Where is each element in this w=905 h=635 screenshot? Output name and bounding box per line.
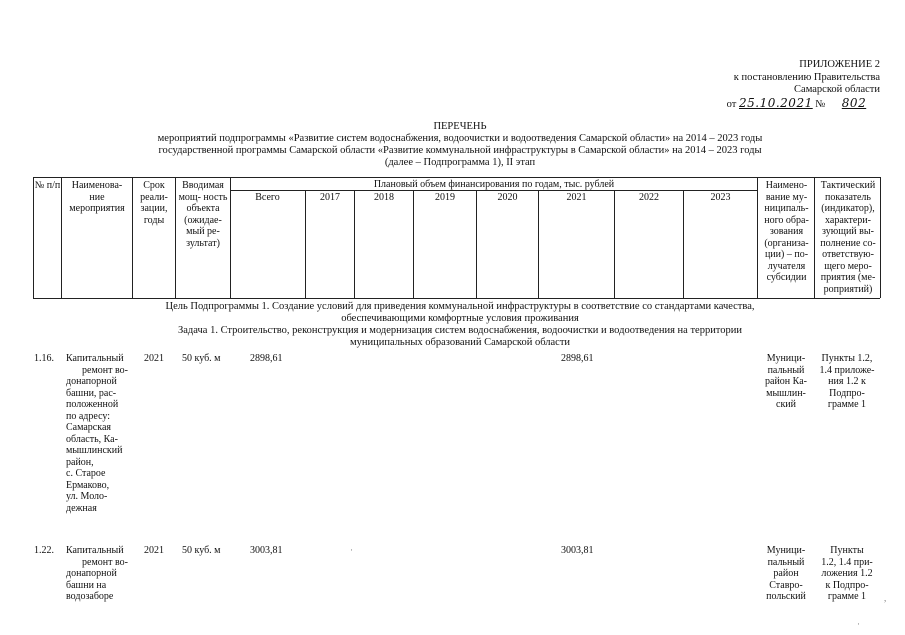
row-name-line: донапорной: [66, 568, 117, 579]
row-indicator-line: Пункты: [830, 545, 864, 556]
document-heading: ПЕРЕЧЕНЬ: [433, 121, 487, 132]
row-name-line: положенной: [66, 399, 119, 410]
row-recipient-line: район Ка-: [765, 376, 807, 387]
appendix-block: [700, 59, 880, 111]
row-recipient-line: польский: [766, 591, 806, 602]
row-name-line: Капитальный: [66, 545, 124, 556]
scan-mark: ·: [350, 545, 353, 555]
document-title-line-2: государственной программы Самарской области «Развитие коммунальной инфраструктуры в Самарской области» на 2014 – 2023 годы: [158, 145, 762, 156]
row-name-line: мышлинский: [66, 445, 123, 456]
header-number: № п/п: [34, 180, 61, 191]
header-year-2019: 2019: [435, 192, 455, 203]
row-name-line: башни, рас-: [66, 387, 117, 399]
row-number: 1.16.: [34, 353, 54, 364]
header-year-2020: 2020: [497, 192, 518, 203]
row-name-line: Самарская: [66, 422, 111, 433]
row-recipient-line: ский: [776, 399, 796, 410]
row-indicator-line: ложения 1.2: [821, 568, 873, 579]
row-indicator-line: Подпро-: [829, 387, 865, 399]
row-recipient: [759, 545, 813, 603]
appendix-region: Самарской области: [794, 84, 880, 95]
document-title-line-1: мероприятий подпрограммы «Развитие систем водоснабжения, водоочистки и водоотведения Самарской области» на 2014 – 2023 годы: [157, 133, 763, 144]
row-indicator-line: 1.4 приложе-: [819, 364, 875, 376]
row-indicator-line: грамме 1: [827, 591, 867, 602]
row-recipient-line: район: [773, 568, 799, 579]
row-recipient-line: пальный: [767, 364, 805, 376]
row-recipient-line: пальный: [767, 556, 805, 568]
row-amount-2021: 2898,61: [561, 353, 594, 364]
appendix-date-line: [700, 97, 880, 112]
row-indicator: [815, 353, 879, 411]
header-year-2021: 2021: [566, 192, 587, 203]
row-indicator-line: к Подпро-: [825, 579, 869, 591]
row-name-line: ул. Моло-: [66, 491, 108, 502]
row-indicator-line: ния 1.2 к: [828, 376, 866, 387]
header-term: Срок реали- зации, годы: [140, 180, 168, 226]
row-name-line: Ермаково,: [66, 479, 110, 491]
row-year: 2021: [144, 353, 164, 364]
header-year-2023: 2023: [710, 192, 731, 203]
row-year: 2021: [144, 545, 164, 556]
row-capacity: 50 куб. м: [182, 545, 221, 556]
row-recipient-line: Муници-: [766, 353, 806, 364]
header-indicator: Тактический показатель (индикатор), характери- зующий вы- полнение со- ответствую- щего меро- приятия (ме- роприятий): [820, 180, 876, 295]
header-recipient: Наимено- вание му- ниципаль- ного обра- зования (организа- ции) – по- лучателя субсидии: [764, 180, 809, 283]
row-name-line: башни на: [66, 579, 107, 591]
row-recipient: [759, 353, 813, 411]
row-total: 3003,81: [250, 545, 283, 556]
row-name-line: дежная: [66, 502, 97, 514]
scan-mark: ·: [857, 619, 860, 629]
row-name-line: район,: [66, 456, 94, 468]
row-amount-2021: 3003,81: [561, 545, 594, 556]
row-number: 1.22.: [34, 545, 54, 556]
appendix-decree: к постановлению Правительства: [733, 71, 880, 83]
row-capacity: 50 куб. м: [182, 353, 221, 364]
decree-number: 802: [841, 95, 867, 110]
header-capacity: Вводимая мощ- ность объекта (ожидае- мый ре- зультат): [178, 180, 228, 249]
row-name-line: ремонт во-: [82, 364, 128, 376]
row-name-line: с. Старое: [66, 468, 106, 479]
header-year-2022: 2022: [639, 192, 659, 203]
row-recipient-line: мышлин-: [766, 387, 806, 399]
appendix-title: ПРИЛОЖЕНИЕ 2: [799, 59, 880, 70]
row-name-line: по адресу:: [66, 410, 111, 422]
row-total: 2898,61: [250, 353, 283, 364]
scan-mark: ,: [884, 593, 887, 603]
header-financing: Плановый объем финансирования по годам, тыс. рублей: [373, 179, 615, 190]
row-indicator-line: 1.2, 1.4 при-: [821, 556, 873, 568]
row-indicator-line: грамме 1: [827, 399, 867, 410]
header-year-2018: 2018: [374, 192, 394, 203]
task-line-2: муниципальных образований Самарской области: [349, 337, 571, 348]
row-name: [66, 545, 128, 603]
row-recipient-line: Ставро-: [769, 579, 803, 591]
row-indicator-line: Пункты 1.2,: [821, 353, 873, 364]
document-title-line-3: (далее – Подпрограмма 1), II этап: [384, 157, 536, 168]
row-recipient-line: Муници-: [766, 545, 806, 556]
task-line-1: Задача 1. Строительство, реконструкция и модернизация систем водоснабжения, водоочистки и водоотведения на территории: [178, 325, 742, 336]
header-total: Всего: [255, 192, 280, 203]
header-name: Наименова- ние мероприятия: [69, 180, 125, 214]
decree-date: 25.10.2021: [739, 95, 813, 110]
header-year-2017: 2017: [320, 192, 340, 203]
goal-line-1: Цель Подпрограммы 1. Создание условий для приведения коммунальной инфраструктуры в соответствие со стандартами качества,: [165, 301, 755, 312]
date-prefix: от: [726, 98, 737, 110]
row-name-line: область, Ка-: [66, 433, 118, 445]
row-indicator: [815, 545, 879, 603]
goal-line-2: обеспечивающими комфортные условия проживания: [341, 313, 579, 324]
row-name-line: ремонт во-: [82, 556, 128, 568]
row-name-line: донапорной: [66, 376, 117, 387]
number-prefix: №: [815, 98, 826, 110]
row-name-line: Капитальный: [66, 353, 124, 364]
row-name: [66, 353, 128, 514]
row-name-line: водозаборе: [66, 591, 114, 602]
